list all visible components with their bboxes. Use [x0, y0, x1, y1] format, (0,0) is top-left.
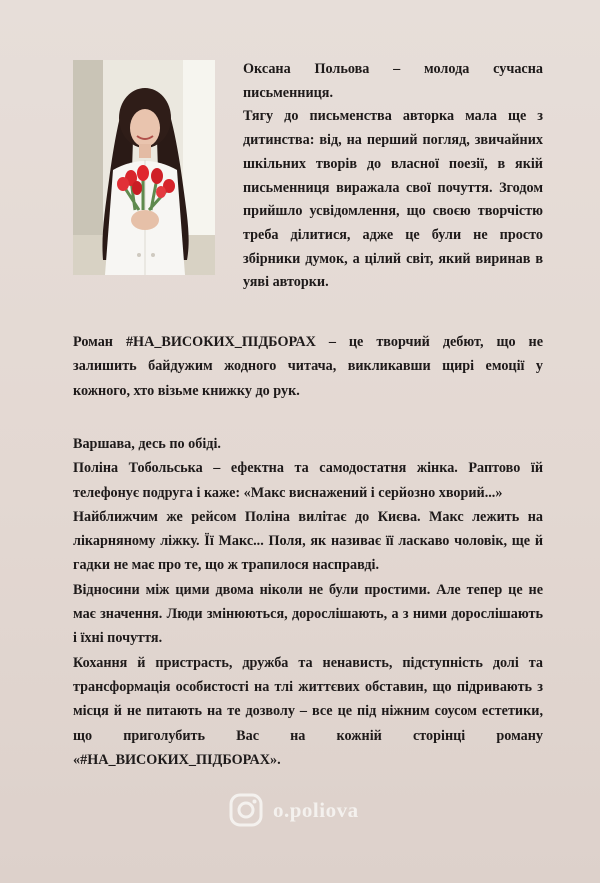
author-bio	[243, 58, 543, 295]
synopsis-line-1: Варшава, десь по обіді.	[73, 436, 221, 452]
novel-intro: Роман #НА_ВИСОКИХ_ПІДБОРАХ – це творчий дебют, що не залишить байдужим жодного читача, викликавши щирі емоції у кожного, хто візьме книжку до рук.	[73, 334, 543, 399]
synopsis-line-2: Поліна Тобольська – ефектна та самодостатня жінка. Раптово їй телефонує подруга і каже: «Макс виснажений і серйозно хворий...»	[73, 460, 543, 501]
bio-intro: Оксана Польова – молода сучасна письменниця.	[243, 61, 543, 101]
story-synopsis	[73, 432, 543, 772]
instagram-handle: o.poliova	[273, 797, 359, 822]
instagram-icon	[229, 793, 263, 827]
novel-intro-block	[73, 330, 543, 403]
synopsis-line-5: Кохання й пристрасть, дружба та ненависть, підступність долі та трансформація особистості на тлі життєвих обставин, що підривають з місця й не питають на те дозволу – все це під ніжним соусом естетики, що приголубить Вас на кожній сторінці роману «#НА_ВИСОКИХ_ПІДБОРАХ».	[73, 654, 543, 768]
author-photo	[73, 60, 215, 275]
instagram-link[interactable]	[229, 792, 359, 828]
synopsis-line-4: Відносини між цими двома ніколи не були простими. Але тепер це не має значення. Люди змінюються, дорослішають, а з ними дорослішають і їхні почуття.	[73, 581, 543, 647]
bio-text: Тягу до письменства авторка мала ще з дитинства: від, на перший погляд, звичайних шкільних творів до власної поезії, в якій письменниця виражала свої почуття. Згодом прийшло усвідомлення, що своєю творчістю треба ділитися, адже це були не просто збірники думок, а цілий світ, який виринав в уяві авторки.	[243, 108, 543, 291]
synopsis-line-3: Найближчим же рейсом Поліна вилітає до Києва. Макс лежить на лікарняному ліжку. Її Макс... Поля, як називає її ласкаво чоловік, ще й гадки не має про те, що ж трапилося насправді.	[73, 508, 543, 574]
